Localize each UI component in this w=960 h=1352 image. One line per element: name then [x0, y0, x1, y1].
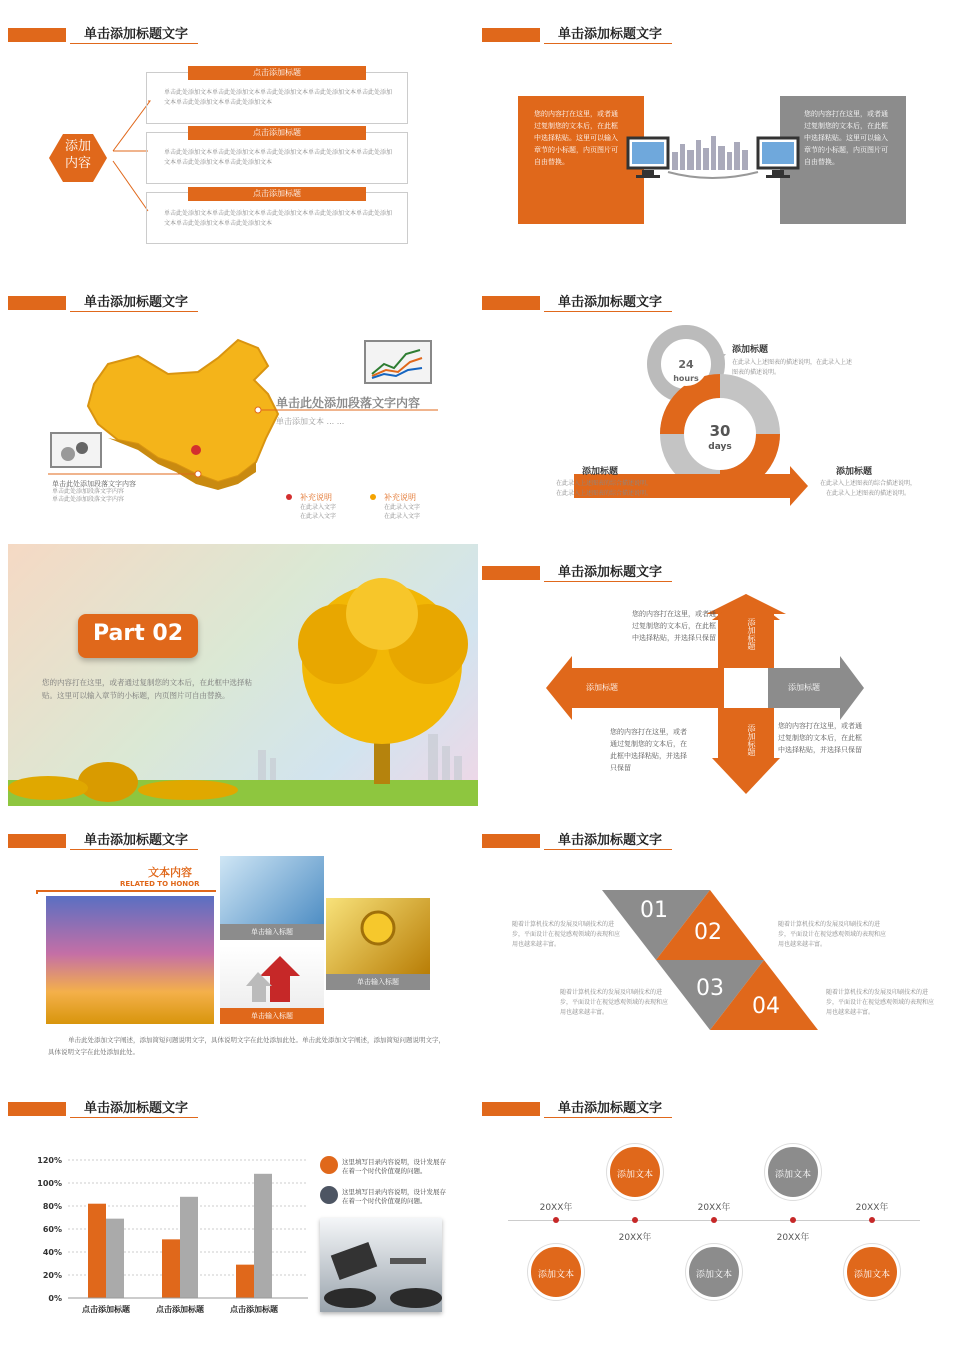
left-text: 在此录入上述图表的综合描述说明，在此录入上述图表的综合描述说明。 [555, 480, 652, 497]
slide-2[interactable] [482, 6, 952, 268]
bar [162, 1239, 180, 1298]
monitors-city-image [622, 132, 802, 202]
arrows-photo [220, 946, 324, 1008]
y-tick-label: 60% [42, 1225, 62, 1234]
right-label: 添加标题 [788, 683, 820, 692]
small-num: 24 [678, 358, 694, 371]
gear-thumbnail-image [50, 432, 102, 468]
note-title-2: 补充说明 [384, 493, 416, 502]
y-tick-label: 0% [48, 1294, 62, 1303]
timeline-year: 20XX年 [697, 1203, 731, 1213]
legend-swatch-1 [320, 1156, 338, 1174]
caption-1: 单击输入标题 [220, 924, 324, 940]
timeline-dot [869, 1217, 875, 1223]
num-02: 02 [694, 920, 722, 945]
top-title: 添加标题 [732, 345, 769, 355]
note-2-line-1: 在此录入文字 [384, 504, 421, 511]
box-text-1: 单击此处添加文本单击此处添加文本单击此处添加文本单击此处添加文本单击此处添加文本单击此处添加文本单击此处添加文本 [164, 89, 393, 106]
part-text: 您的内容打在这里，或者通过复制您的文本后，在此框中选择粘贴。这里可以输入章节的小标题，内页图片可自由替换。 [42, 678, 252, 700]
slide-8[interactable] [482, 812, 952, 1074]
slide-title: 单击添加标题文字 [558, 833, 663, 848]
small-unit: hours [673, 374, 699, 383]
timeline-dot [711, 1217, 717, 1223]
bar [106, 1219, 124, 1298]
title-bar [482, 1102, 540, 1116]
text-04: 随着计算机技术的发展及印刷技术的进步，平面设计在视觉感观领域的表现和应用也越来越丰富。 [826, 989, 935, 1016]
paragraph-sub: 单击添加文本 ... ... [276, 417, 345, 426]
part-label: Part 02 [92, 621, 184, 646]
title-bar [482, 28, 540, 42]
bar-chart [8, 1080, 318, 1342]
x-category-label: 点击添加标题 [230, 1305, 278, 1314]
money-tree-image [8, 544, 478, 806]
slide-title: 单击添加标题文字 [84, 27, 189, 42]
gold-sunset-photo [46, 896, 214, 1024]
caption-2: 单击输入标题 [220, 1008, 324, 1024]
hexagon-label: 添加 内容 [64, 139, 91, 171]
coins-chart-photo [220, 856, 324, 924]
text-02: 随着计算机技术的发展及印刷技术的进步，平面设计在视觉感观领域的表现和应用也越来越丰富。 [778, 921, 887, 948]
box-label-3: 点击添加标题 [188, 187, 366, 201]
bar [254, 1174, 272, 1298]
slide-10[interactable] [482, 1080, 952, 1342]
box-label-1: 点击添加标题 [188, 66, 366, 80]
box-label-2: 点击添加标题 [188, 126, 366, 140]
bottom-right-text: 您的内容打在这里，或者通过复制您的文本后，在此框中选择粘贴，并选择只保留 [778, 722, 862, 754]
timeline-circle: 添加文本 [686, 1244, 742, 1300]
left-text: 您的内容打在这里，或者通过复制您的文本后，在此框中选择粘贴。这里可以输入章节的小标题，内页图片可自由替换。 [534, 110, 618, 166]
timeline-year: 20XX年 [539, 1203, 573, 1213]
timeline-year: 20XX年 [776, 1233, 810, 1243]
timeline-circle: 添加文本 [765, 1144, 821, 1200]
y-tick-label: 80% [42, 1202, 62, 1211]
slide-6[interactable] [482, 544, 952, 806]
title-underline [544, 43, 672, 44]
slide-title: 单击添加标题文字 [558, 1101, 663, 1116]
slide-title: 单击添加标题文字 [84, 295, 189, 310]
slide-5[interactable] [8, 544, 478, 806]
slide-title: 单击添加标题文字 [84, 833, 189, 848]
note-2-line-2: 在此录入文字 [384, 513, 421, 520]
paragraph-heading: 单击此处添加段落文字内容 [276, 396, 421, 410]
caption-3: 单击输入标题 [326, 974, 430, 990]
title-underline [544, 1117, 672, 1118]
slide-title: 单击添加标题文字 [84, 1101, 189, 1116]
y-tick-label: 120% [37, 1156, 62, 1165]
bar [236, 1265, 254, 1298]
top-text: 在此录入上述图表的描述说明，在此录入上述图表的描述说明。 [732, 359, 853, 376]
y-tick-label: 100% [37, 1179, 62, 1188]
timeline-circle: 添加文本 [528, 1244, 584, 1300]
timeline-circle: 添加文本 [607, 1144, 663, 1200]
slide-1[interactable] [8, 6, 478, 268]
box-text-2: 单击此处添加文本单击此处添加文本单击此处添加文本单击此处添加文本单击此处添加文本单击此处添加文本单击此处添加文本 [164, 149, 393, 166]
left-heading: 单击此处添加段落文字内容 [52, 480, 136, 488]
num-03: 03 [696, 976, 724, 1001]
slide-4[interactable] [482, 274, 952, 536]
x-category-label: 点击添加标题 [156, 1305, 204, 1314]
slide-title: 单击添加标题文字 [558, 295, 663, 310]
timeline-year: 20XX年 [618, 1233, 652, 1243]
cross-arrows [482, 544, 952, 806]
y-tick-label: 40% [42, 1248, 62, 1257]
num-01: 01 [640, 898, 668, 923]
right-text: 在此录入上述图表的综合描述说明，在此录入上述图表的描述说明。 [819, 480, 916, 497]
title-bar [8, 834, 66, 848]
y-tick-label: 20% [42, 1271, 62, 1280]
legend-swatch-2 [320, 1186, 338, 1204]
note-dot-yellow [370, 494, 376, 500]
body-text: 单击此处添加文字阐述，添加简短问题说明文字，具体说明文字在此处添加此处。单击此处添加文字阐述，添加简短问题说明文字，具体说明文字在此处添加此处。 [48, 1036, 445, 1056]
text-03: 随着计算机技术的发展及印刷技术的进步，平面设计在视觉感观领域的表现和应用也越来越丰富。 [560, 989, 669, 1016]
timeline-dot [553, 1217, 559, 1223]
bar [180, 1197, 198, 1298]
slide-title: 单击添加标题文字 [558, 27, 663, 42]
big-unit: days [708, 442, 732, 452]
slide-3[interactable] [8, 274, 478, 536]
bar [88, 1204, 106, 1298]
legend-text-1: 这里填写目录内容说明，设计发展存在着一个时代价值观的问题。 [342, 1158, 446, 1175]
note-title-1: 补充说明 [300, 493, 332, 502]
gold-coin-photo [326, 898, 430, 974]
timeline-dot [790, 1217, 796, 1223]
slide-title: 单击添加标题文字 [558, 565, 663, 580]
left-label: 添加标题 [586, 683, 618, 692]
left-line-2: 单击此处添加段落文字内容 [52, 496, 125, 503]
business-photo [320, 1218, 442, 1312]
text-heading: 文本内容 [148, 866, 192, 879]
up-label: 添加标题 [747, 618, 756, 650]
text-sub: RELATED TO HONOR [120, 880, 200, 888]
timeline-circle: 添加文本 [844, 1244, 900, 1300]
timeline-year: 20XX年 [855, 1203, 889, 1213]
big-num: 30 [709, 422, 731, 440]
down-label: 添加标题 [747, 724, 756, 756]
slide-7[interactable] [8, 812, 478, 1074]
top-text: 您的内容打在这里，或者通过复制您的文本后，在此框中选择粘贴，并选择只保留 [632, 610, 716, 642]
left-title: 添加标题 [582, 467, 619, 477]
box-text-3: 单击此处添加文本单击此处添加文本单击此处添加文本单击此处添加文本单击此处添加文本单击此处添加文本单击此处添加文本 [164, 210, 393, 227]
timeline-dot [632, 1217, 638, 1223]
x-category-label: 点击添加标题 [82, 1305, 130, 1314]
photo-frame-corner [36, 890, 216, 894]
legend-text-2: 这里填写目录内容说明，设计发展存在着一个时代价值观的问题。 [342, 1188, 446, 1205]
left-line-1: 单击此处添加段落文字内容 [52, 488, 125, 495]
title-underline [70, 849, 198, 850]
note-dot-red [286, 494, 292, 500]
text-01: 随着计算机技术的发展及印刷技术的进步，平面设计在视觉感观领域的表现和应用也越来越丰富。 [512, 921, 621, 948]
num-04: 04 [752, 994, 780, 1019]
note-1-line-2: 在此录入文字 [300, 513, 337, 520]
slide-9[interactable] [8, 1080, 478, 1342]
right-text: 您的内容打在这里，或者通过复制您的文本后，在此框中选择粘贴。这里可以输入章节的小标题，内页图片可自由替换。 [804, 110, 888, 166]
note-1-line-1: 在此录入文字 [300, 504, 337, 511]
right-title: 添加标题 [836, 467, 873, 477]
bottom-left-text: 您的内容打在这里，或者通过复制您的文本后，在此框中选择粘贴，并选择只保留 [610, 728, 687, 772]
